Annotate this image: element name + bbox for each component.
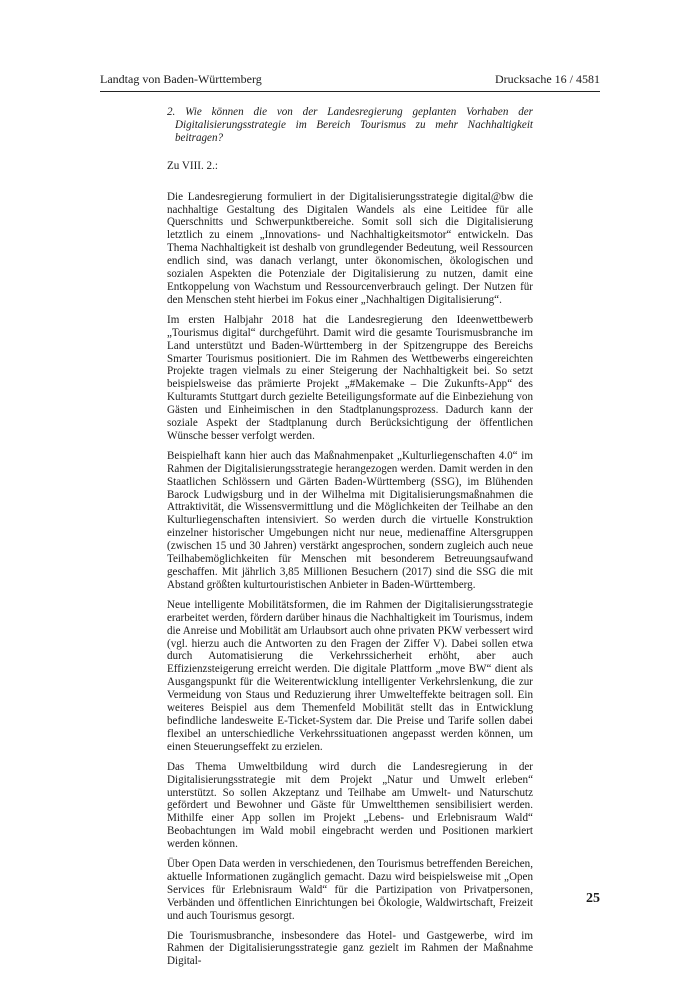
- paragraph: Neue intelligente Mobilitätsformen, die im Rahmen der Digitalisierungsstrategie erarbeitet werden, fördern darüber hinaus die Nachhaltigkeit im Tourismus, indem die Anreise und Mobilität am Urlaubsort auch ohne privaten PKW verbessert wird (vgl. hierzu auch die Antworten zu den Fragen der Ziffer V). Dabei sollen etwa durch Automatisierung die Verkehrssicherheit erhöht, aber auch Effizienzsteigerung erreicht werden. Die digitale Plattform „move BW“ dient als Ausgangspunkt für die Weiterentwicklung intelligenter Verkehrslenkung, die zur Vermeidung von Staus und Reduzierung ihrer Umwelteffekte beitragen soll. Ein weiteres Beispiel aus dem Themenfeld Mobilität stellt das in Entwicklung befindliche landesweite E-Ticket-System dar. Die Preise und Tarife sollen dabei flexibel an unterschiedliche Verkehrssituationen angepasst werden können, um einen Steuerungseffekt zu erzielen.: [167, 598, 533, 753]
- header-divider: [100, 91, 600, 92]
- paragraph: Die Landesregierung formuliert in der Digitalisierungsstrategie digital@bw die nachhaltige Gestaltung des Digitalen Wandels als eine Leitidee für alle Querschnitts und Schwerpunktbereiche. Somit soll sich die Digitalisierung letztlich zu einem „Innovations- und Nachhaltigkeitsmotor“ entwickeln. Das Thema Nachhaltigkeit ist deshalb von grundlegender Bedeutung, weil Ressourcen endlich sind, was danach verlangt, unter ökonomischen, ökologischen und sozialen Aspekten die Potenziale der Digitalisierung zu nutzen, damit eine Entkoppelung von Wachstum und Ressourcenverbrauch gelingt. Der Nutzen für den Menschen steht hierbei im Fokus einer „Nachhaltigen Digitalisierung“.: [167, 190, 533, 306]
- paragraph: Im ersten Halbjahr 2018 hat die Landesregierung den Ideenwettbewerb „Tourismus digital“ durchgeführt. Damit wird die gesamte Tourismusbranche im Land unterstützt und Baden-Württemberg in der Spitzengruppe des Bereichs Smarter Tourismus positioniert. Die im Rahmen des Wettbewerbs eingereichten Projekte tragen vielmals zu einer Steigerung der Nachhaltigkeit bei. So setzt beispielsweise das prämierte Projekt „#Makemake – Die Zukunfts-App“ des Kulturamts Stuttgart durch gezielte Beteiligungsformate auf die Einbeziehung von Gästen und Einheimischen in den Stadtplanungsprozess. Dadurch kann der soziale Aspekt der Stadtplanung durch Berücksichtigung der öffentlichen Wünsche besser verfolgt werden.: [167, 313, 533, 442]
- paragraph: Beispielhaft kann hier auch das Maßnahmenpaket „Kulturliegenschaften 4.0“ im Rahmen der Digitalisierungsstrategie herangezogen werden. Damit werden in den Staatlichen Schlössern und Gärten Baden-Württemberg (SSG), im Blühenden Barock Ludwigsburg und in der Wilhelma mit Digitalisierungsmaßnahmen die Attraktivität, die Wissensvermittlung und die Möglichkeiten der Teilhabe an den Kulturliegenschaften intensiviert. So werden durch die virtuelle Konstruktion einzelner historischer Umgebungen nicht nur neue, medienaffine Altersgruppen (zwischen 15 und 30 Jahren) verstärkt angesprochen, sondern zugleich auch neue Teilhabemöglichkeiten für Menschen mit besonderem Betreuungsaufwand geschaffen. Mit jährlich 3,85 Millionen Besuchern (2017) sind die SSG die mit Abstand größten kulturtouristischen Anbieter in Baden-Württemberg.: [167, 449, 533, 591]
- header-parliament-name: Landtag von Baden-Württemberg: [100, 72, 262, 86]
- main-content: [167, 106, 533, 975]
- paragraph: Das Thema Umweltbildung wird durch die Landesregierung in der Digitalisierungsstrategie mit dem Projekt „Natur und Umwelt erleben“ unterstützt. So sollen Akzeptanz und Teilhabe am Umwelt- und Naturschutz gefördert und Bewohner und Gäste für Umweltthemen sensibilisiert werden. Mithilfe einer App sollen im Projekt „Lebens- und Erlebnisraum Wald“ Beobachtungen im Wald mobil eingebracht werden und Positionen markiert werden können.: [167, 760, 533, 851]
- page-number: 25: [586, 891, 600, 906]
- paragraph: Über Open Data werden in verschiedenen, den Tourismus betreffenden Bereichen, aktuelle Informationen zugänglich gemacht. Dazu wird beispielsweise mit „Open Services für Erlebnisraum Wald“ für die Partizipation von Privatpersonen, Verbänden und öffentlichen Einrichtungen bei Ökologie, Waldwirtschaft, Freizeit und auch Tourismus gesorgt.: [167, 858, 533, 922]
- answer-section-label: Zu VIII. 2.:: [167, 159, 218, 172]
- page-header: [100, 72, 600, 88]
- header-document-number: Drucksache 16 / 4581: [495, 72, 600, 86]
- paragraph: Die Tourismusbranche, insbesondere das Hotel- und Gastgewerbe, wird im Rahmen der Digitalisierungsstrategie ganz gezielt im Rahmen der Maßnahme Digital-: [167, 929, 533, 968]
- question-text: 2. Wie können die von der Landesregierung geplanten Vorhaben der Digitalisierungsstrategie im Bereich Tourismus zu mehr Nachhaltigkeit beitragen?: [167, 106, 533, 144]
